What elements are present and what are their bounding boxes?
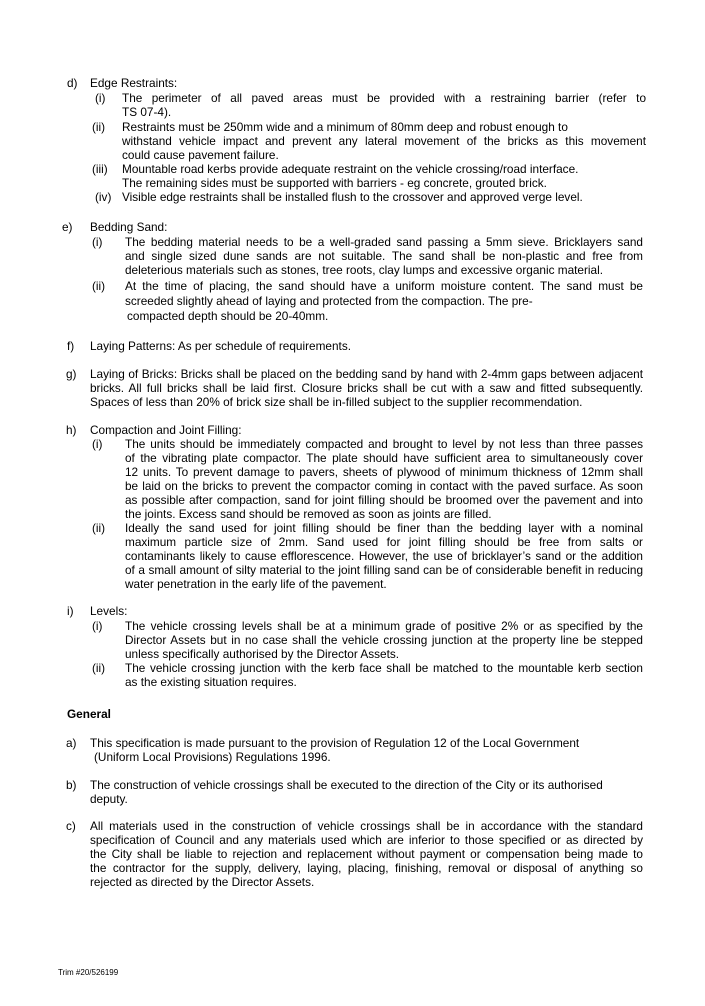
section-text-line: (Uniform Local Provisions) Regulations 1996. — [94, 750, 331, 764]
item-text-line: be laid on the bricks to prevent the compactor coming in contact with the paved surface. As soon — [125, 479, 643, 493]
section-label-h: h) — [66, 423, 77, 437]
item-text-line: deleterious materials such as stones, tree roots, clay lumps and excessive organic material. — [125, 263, 603, 277]
item-number: (ii) — [92, 521, 106, 535]
section-label-a: a) — [66, 736, 77, 750]
item-number: (i) — [95, 91, 106, 105]
item-number: (iv) — [95, 190, 112, 204]
section-text-line: specification of Council and any materials used which are inferior to those specified or as directed by — [90, 833, 643, 847]
item-text-line: as possible after compaction, sand for joint filling should be broomed over the pavement and into — [125, 493, 643, 507]
item-text-line: Director Assets but in no case shall the vehicle crossing junction at the property line be stepped — [125, 633, 643, 647]
footer-trim-reference: Trim #20/526199 — [58, 968, 119, 977]
item-number: (i) — [92, 619, 103, 633]
item-text-line: and single sized dune sands are not suitable. The sand shall be non-plastic and free from — [125, 249, 643, 263]
item-text-line: Visible edge restraints shall be installed flush to the crossover and approved verge level. — [122, 190, 583, 204]
section-heading-general: General — [67, 707, 111, 721]
item-number: (i) — [92, 235, 103, 249]
item-text-line: The perimeter of all paved areas must be provided with a restraining barrier (refer to — [122, 91, 646, 105]
section-text-line: bricks. All full bricks shall be laid first. Closure bricks shall be cut with a saw and fitted subsequently. — [90, 381, 643, 395]
section-text-line: All materials used in the construction of vehicle crossings shall be in accordance with the standard — [90, 819, 643, 833]
item-number: (ii) — [92, 279, 106, 293]
section-title-d: Edge Restraints: — [90, 76, 178, 90]
section-text-line: Laying of Bricks: Bricks shall be placed on the bedding sand by hand with 2-4mm gaps between adjacent — [90, 367, 643, 381]
item-text-line: The vehicle crossing levels shall be at a minimum grade of positive 2% or as specified by the — [125, 619, 643, 633]
section-text-line: This specification is made pursuant to the provision of Regulation 12 of the Local Government — [90, 736, 580, 750]
item-text-line: TS 07-4). — [122, 105, 172, 119]
item-text-line: The bedding material needs to be a well-graded sand passing a 5mm sieve. Bricklayers sand — [125, 235, 643, 249]
section-text-line: The construction of vehicle crossings shall be executed to the direction of the City or its authorised — [90, 778, 603, 792]
item-text-line: contaminants likely to cause efflorescence. However, the use of bricklayer’s sand or the addition — [125, 549, 643, 563]
item-text-line: Mountable road kerbs provide adequate restraint on the vehicle crossing/road interface. — [122, 162, 579, 176]
section-text-line: Spaces of less than 20% of brick size shall be in-filled subject to the supplier recommendation. — [90, 395, 583, 409]
section-label-d: d) — [67, 76, 78, 90]
item-number: (ii) — [92, 120, 106, 134]
item-text-line: unless specifically authorised by the Director Assets. — [125, 647, 400, 661]
item-text-line: of a small amount of silty material to the joint filling sand can be of considerable benefit in reducing — [125, 563, 643, 577]
section-label-e: e) — [62, 220, 73, 234]
item-text-line: water penetration in the early life of the pavement. — [125, 577, 387, 591]
section-label-i: i) — [67, 604, 74, 618]
section-label-b: b) — [66, 778, 77, 792]
section-label-g: g) — [66, 367, 77, 381]
section-title-h: Compaction and Joint Filling: — [90, 423, 242, 437]
item-text-line: The vehicle crossing junction with the kerb face shall be matched to the mountable kerb section — [125, 661, 643, 675]
item-text-line: could cause pavement failure. — [122, 148, 279, 162]
section-label-f: f) — [67, 339, 75, 353]
item-text-line: maximum particle size of 2mm. Sand used for joint filling should be free from salts or — [125, 535, 643, 549]
item-number: (ii) — [92, 661, 106, 675]
section-text-line: rejected as directed by the Director Assets. — [90, 875, 315, 889]
section-label-c: c) — [66, 819, 76, 833]
item-text-line: as the existing situation requires. — [125, 675, 297, 689]
item-text-line: of the vibrating plate compactor. The plate should have sufficient area to simultaneously cover — [125, 451, 643, 465]
section-text-line: deputy. — [90, 792, 128, 806]
item-text-line: At the time of placing, the sand should have a uniform moisture content. The sand must be — [125, 279, 643, 293]
item-text-line: Restraints must be 250mm wide and a minimum of 80mm deep and robust enough to — [122, 120, 568, 134]
section-text-line: the contractor for the supply, delivery, laying, placing, finishing, removal or disposal of anything so — [90, 861, 643, 875]
section-text-line: the City shall be liable to rejection and replacement without payment or compensation being made to — [90, 847, 643, 861]
item-text-line: Ideally the sand used for joint filling should be finer than the bedding layer with a nominal — [125, 521, 643, 535]
section-text-f: Laying Patterns: As per schedule of requirements. — [90, 339, 351, 353]
item-text-line: the joints. Excess sand should be removed as soon as joints are filled. — [125, 507, 492, 521]
section-title-e: Bedding Sand: — [90, 220, 168, 234]
item-text-line: The remaining sides must be supported with barriers - eg concrete, grouted brick. — [122, 176, 547, 190]
item-text-line: 12 units. To prevent damage to pavers, sheets of plywood of minimum thickness of 12mm shall — [125, 465, 643, 479]
item-text-line: compacted depth should be 20-40mm. — [127, 309, 329, 323]
item-text-line: screeded slightly ahead of laying and protected from the compaction. The pre- — [125, 294, 533, 308]
item-text-line: The units should be immediately compacted and brought to level by not less than three passes — [125, 437, 643, 451]
item-number: (iii) — [92, 162, 108, 176]
item-text-line: withstand vehicle impact and prevent any lateral movement of the bricks as this movement — [122, 134, 646, 148]
item-number: (i) — [92, 437, 103, 451]
section-title-i: Levels: — [90, 604, 128, 618]
